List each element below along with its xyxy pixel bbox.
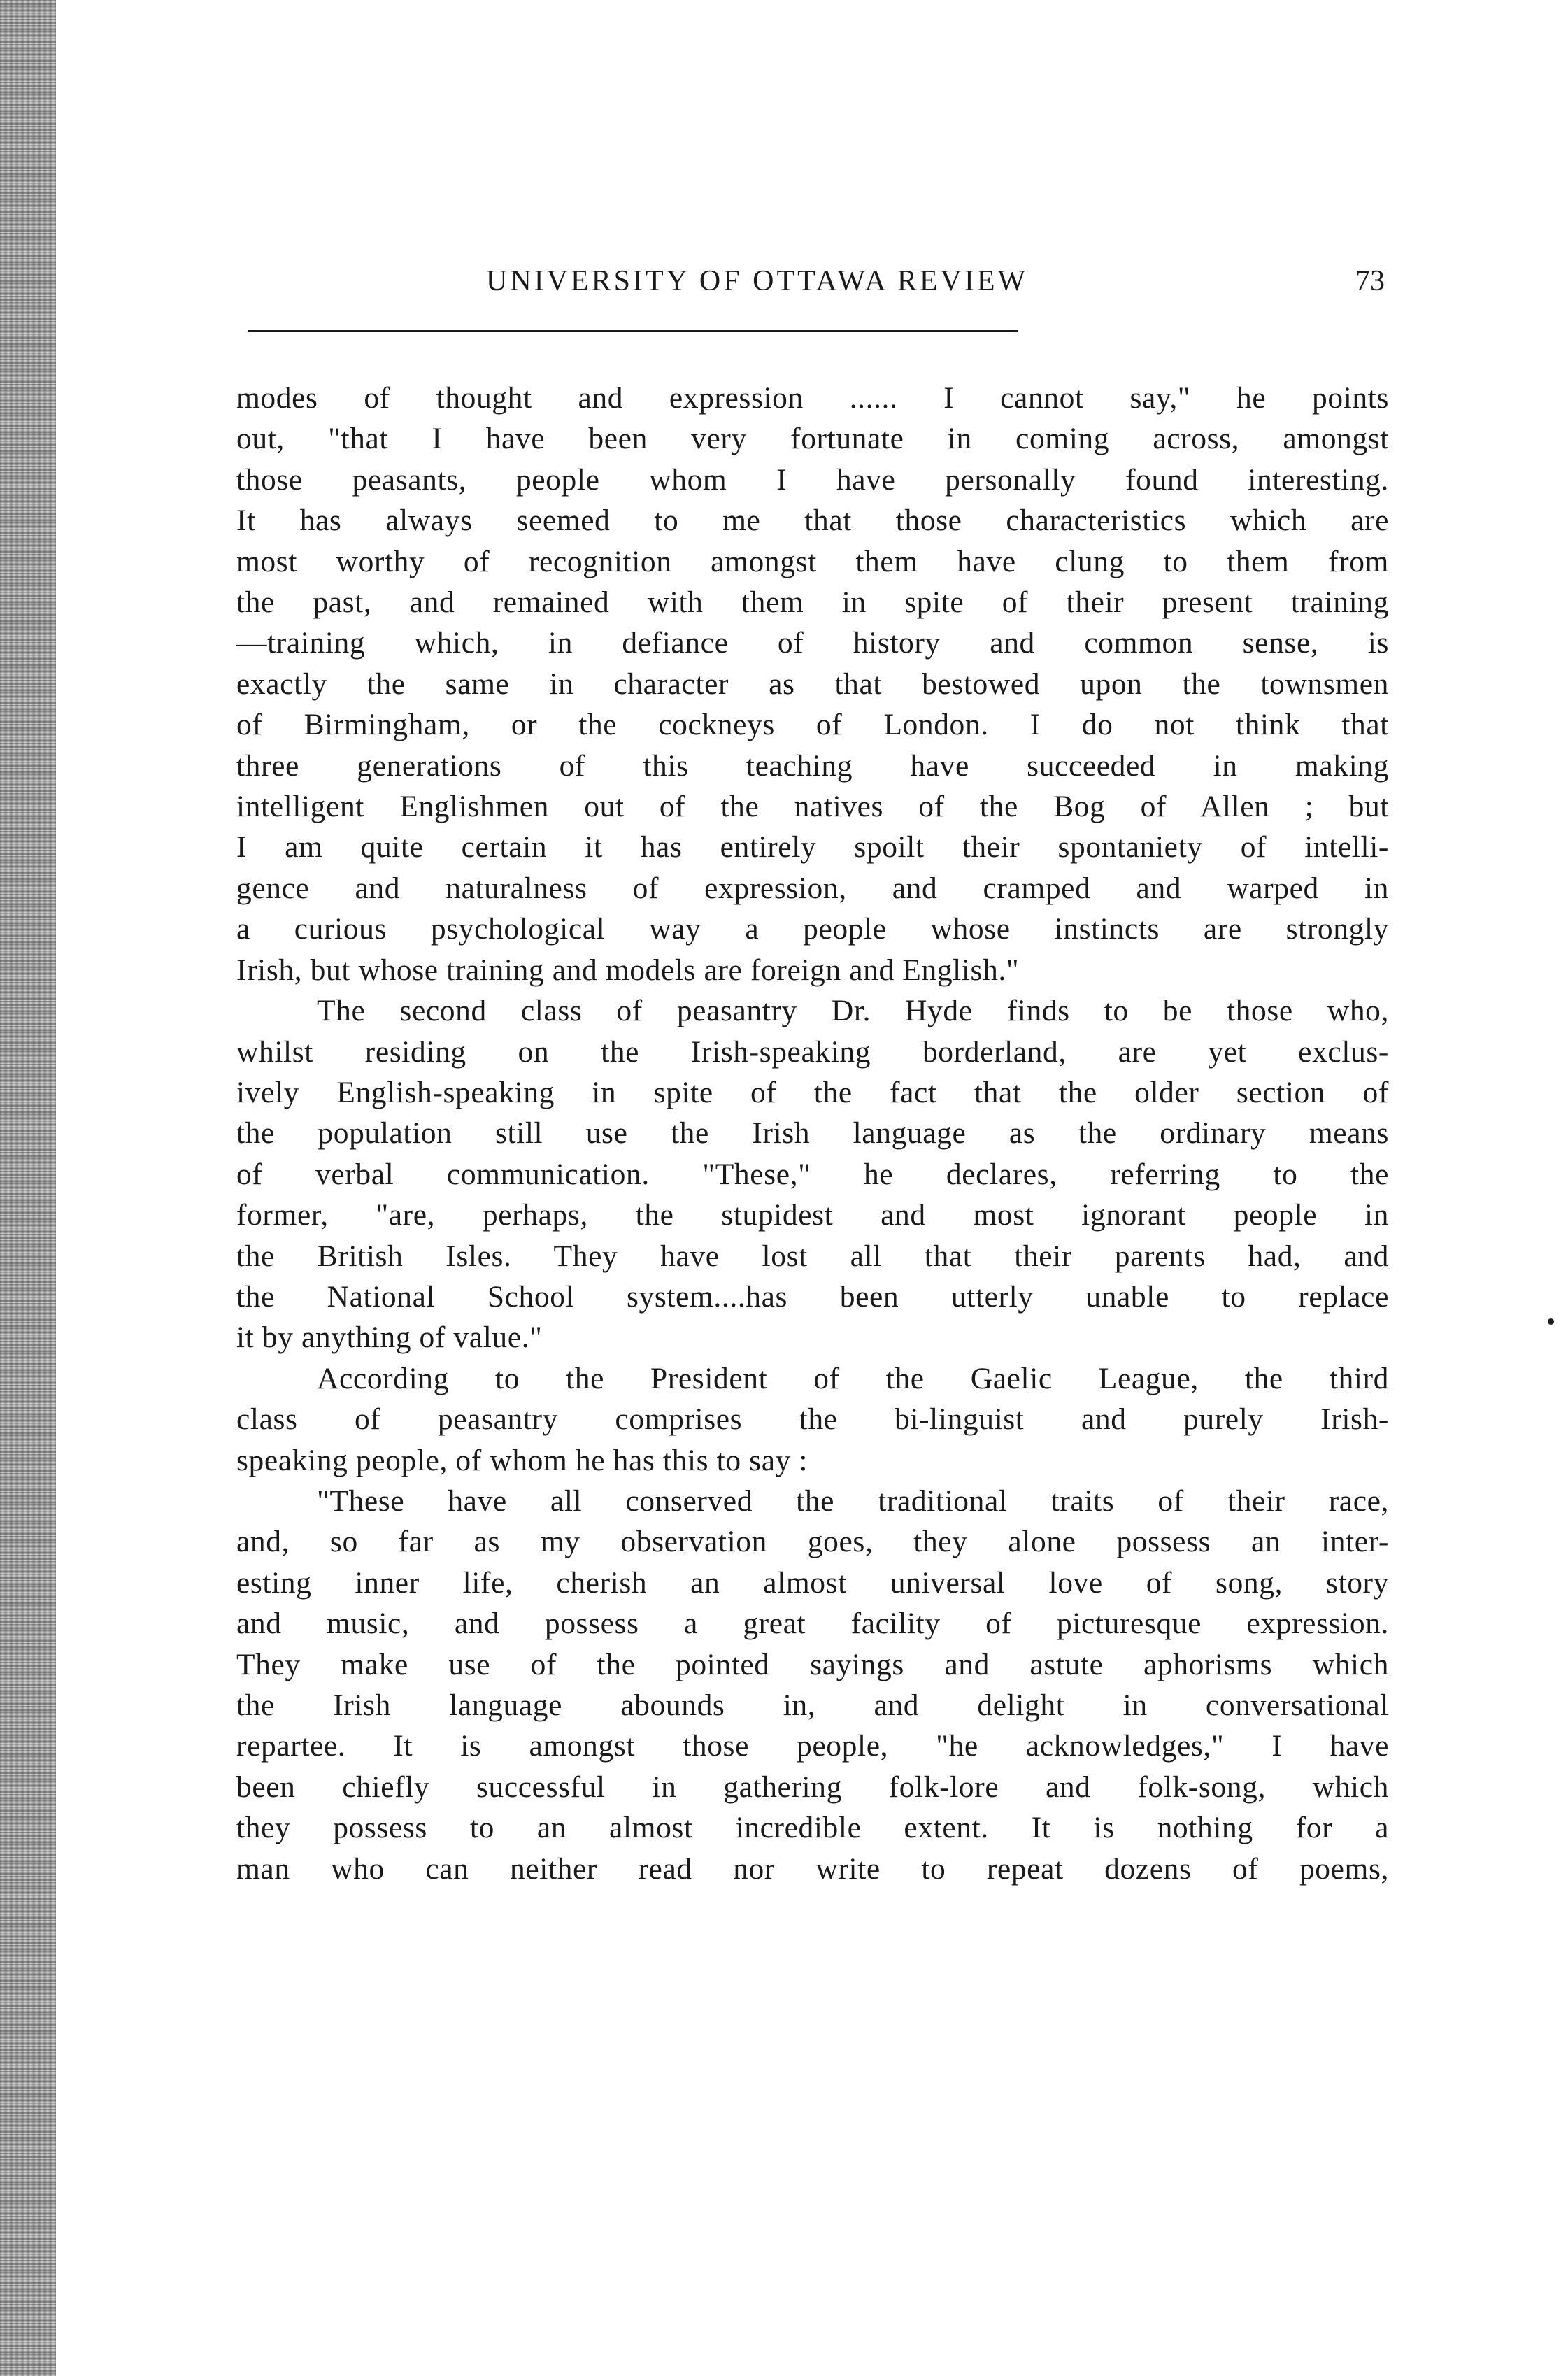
text-line: The second class of peasantry Dr. Hyde finds to be those who, <box>317 994 1389 1028</box>
text-line: speaking people, of whom he has this to say : <box>236 1443 808 1477</box>
article-body <box>236 378 1389 2322</box>
text-line: three generations of this teaching have succeeded in making <box>236 748 1389 783</box>
paragraph-2 <box>236 990 1389 1358</box>
text-line: it by anything of value." <box>236 1321 543 1355</box>
text-line: the National School system....has been utterly unable to replace <box>236 1279 1389 1314</box>
text-line: of Birmingham, or the cockneys of London. I do not think that <box>236 708 1389 742</box>
text-line: "These have all conserved the traditional traits of their race, <box>317 1484 1389 1518</box>
text-line: and, so far as my observation goes, they alone possess an inter- <box>236 1525 1389 1559</box>
text-line: the British Isles. They have lost all that their parents had, and <box>236 1239 1389 1273</box>
text-line: class of peasantry comprises the bi-linguist and purely Irish- <box>236 1402 1389 1437</box>
scanned-page-edge <box>0 0 56 2376</box>
text-line: most worthy of recognition amongst them have clung to them from <box>236 544 1389 578</box>
stray-mark <box>1548 1318 1554 1325</box>
text-line: a curious psychological way a people whose instincts are strongly <box>236 912 1389 946</box>
text-line: According to the President of the Gaelic League, the third <box>317 1361 1389 1395</box>
text-line: modes of thought and expression ...... I cannot say," he points <box>236 381 1389 415</box>
text-line: ively English-speaking in spite of the fact that the older section of <box>236 1075 1389 1109</box>
text-line: former, "are, perhaps, the stupidest and most ignorant people in <box>236 1198 1389 1232</box>
text-line: those peasants, people whom I have personally found interesting. <box>236 462 1389 497</box>
text-line: intelligent Englishmen out of the natives of the Bog of Allen ; but <box>236 790 1389 824</box>
text-line: whilst residing on the Irish-speaking borderland, are yet exclus- <box>236 1034 1389 1069</box>
text-line: the past, and remained with them in spite of their present training <box>236 585 1389 620</box>
text-line: exactly the same in character as that bestowed upon the townsmen <box>236 667 1389 701</box>
text-line: repartee. It is amongst those people, "he acknowledges," I have <box>236 1729 1389 1763</box>
text-line: of verbal communication. "These," he declares, referring to the <box>236 1157 1389 1191</box>
text-line: gence and naturalness of expression, and cramped and warped in <box>236 871 1389 905</box>
text-line: been chiefly successful in gathering folk-lore and folk-song, which <box>236 1770 1389 1804</box>
paragraph-4 <box>236 1481 1389 1889</box>
running-head: UNIVERSITY OF OTTAWA REVIEW <box>486 265 1029 297</box>
text-line: they possess to an almost incredible extent. It is nothing for a <box>236 1811 1389 1845</box>
paragraph-1 <box>236 378 1389 990</box>
text-line: the population still use the Irish language as the ordinary means <box>236 1116 1389 1151</box>
text-line: I am quite certain it has entirely spoilt their spontaniety of intelli- <box>236 830 1389 865</box>
text-line: out, "that I have been very fortunate in coming across, amongst <box>236 422 1389 456</box>
text-line: esting inner life, cherish an almost universal love of song, story <box>236 1565 1389 1600</box>
text-line: —training which, in defiance of history and common sense, is <box>236 626 1389 660</box>
text-line: Irish, but whose training and models are foreign and English." <box>236 953 1020 987</box>
page-header <box>248 264 1385 306</box>
text-line: It has always seemed to me that those characteristics which are <box>236 504 1389 538</box>
text-line: man who can neither read nor write to repeat dozens of poems, <box>236 1851 1389 1886</box>
text-line: the Irish language abounds in, and delight in conversational <box>236 1688 1389 1722</box>
text-line: They make use of the pointed sayings and astute aphorisms which <box>236 1647 1389 1681</box>
paragraph-3 <box>236 1358 1389 1481</box>
text-line: and music, and possess a great facility of picturesque expression. <box>236 1607 1389 1641</box>
header-rule <box>248 330 1018 332</box>
page-number: 73 <box>1355 265 1385 297</box>
